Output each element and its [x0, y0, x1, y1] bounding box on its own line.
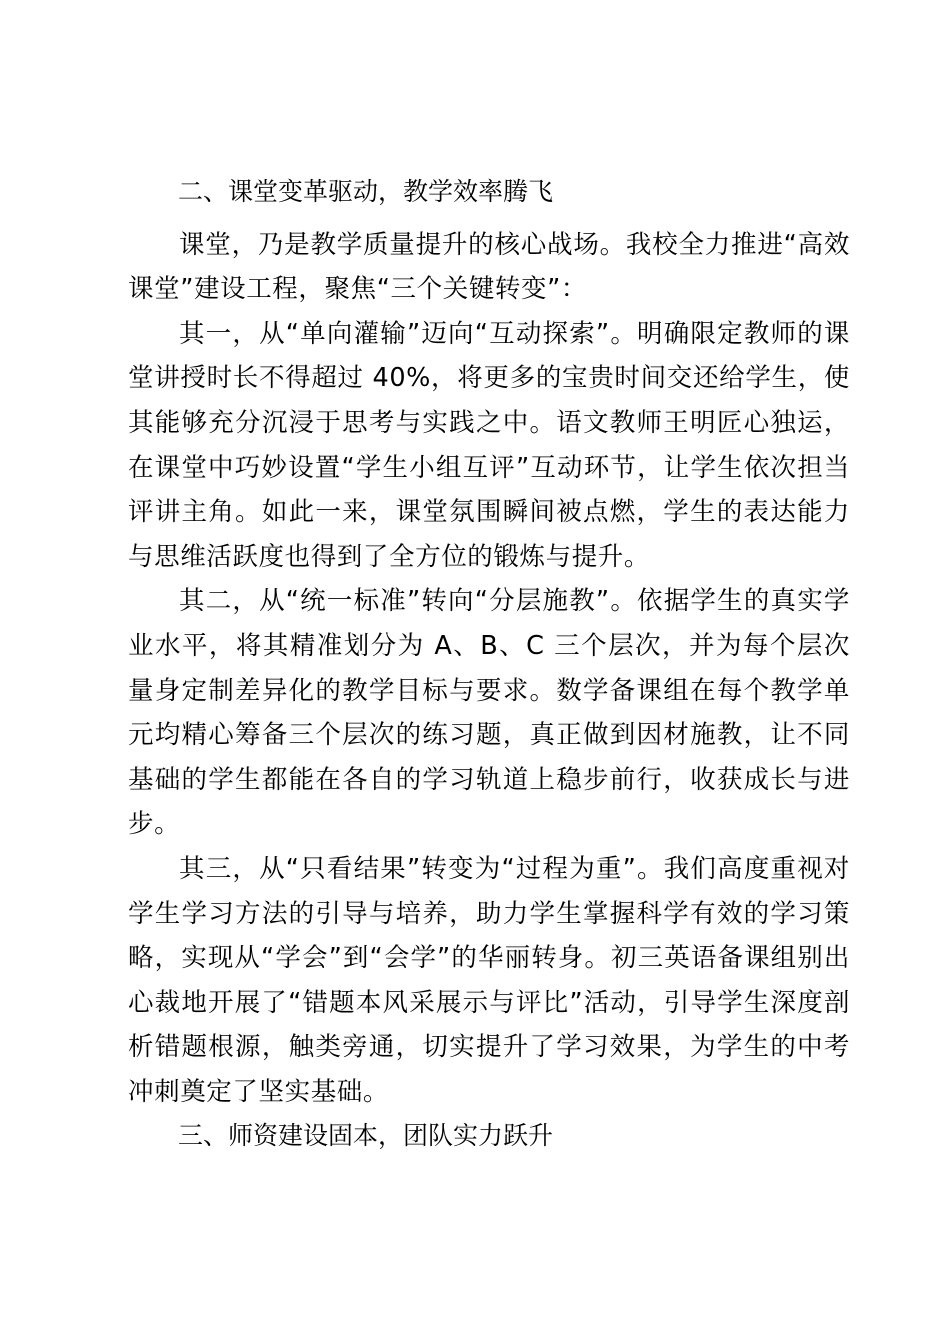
section-heading-teacher-building: 三、师资建设固本，团队实力跃升: [178, 1121, 554, 1151]
document-body: [128, 170, 850, 1159]
paragraph-point-one: 其一，从“单向灌输”迈向“互动探索”。明确限定教师的课堂讲授时长不得超过 40%，将更多的宝贵时间交还给学生，使其能够充分沉浸于思考与实践之中。语文教师王明匠心独运，在课堂中巧妙设置“学生小组互评”互动环节，让学生依次担当评讲主角。如此一来，课堂氛围瞬间被点燃，学生的表达能力与思维活跃度也得到了全方位的锻炼与提升。: [128, 318, 850, 572]
paragraph-point-two: 其二，从“统一标准”转向“分层施教”。依据学生的真实学业水平，将其精准划分为 A、B、C 三个层次，并为每个层次量身定制差异化的教学目标与要求。数学备课组在每个教学单元均精心筹备三个层次的练习题，真正做到因材施教，让不同基础的学生都能在各自的学习轨道上稳步前行，收获成长与进步。: [128, 586, 850, 840]
section-heading-classroom-reform: 二、课堂变革驱动，教学效率腾飞: [178, 177, 554, 206]
paragraph-point-three: 其三，从“只看结果”转变为“过程为重”。我们高度重视对学生学习方法的引导与培养，助力学生掌握科学有效的学习策略，实现从“学会”到“会学”的华丽转身。初三英语备课组别出心裁地开展了“错题本风采展示与评比”活动，引导学生深度剖析错题根源，触类旁通，切实提升了学习效果，为学生的中考冲刺奠定了坚实基础。: [128, 853, 850, 1107]
paragraph-intro: 课堂，乃是教学质量提升的核心战场。我校全力推进“高效课堂”建设工程，聚焦“三个关键转变”：: [128, 229, 850, 305]
